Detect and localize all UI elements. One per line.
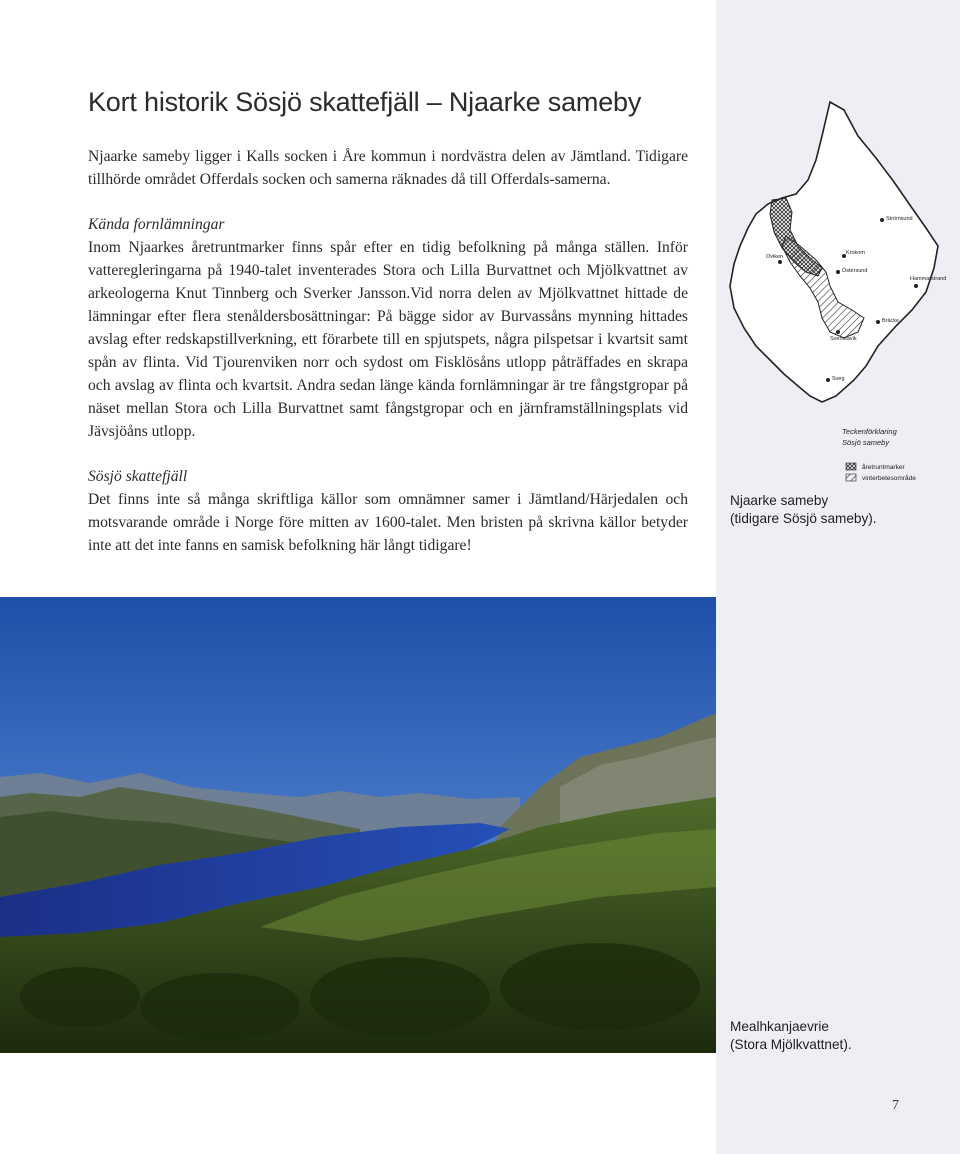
skattefjall-paragraph: Det finns inte så många skriftliga källor som omnämner samer i Jämtland/Härjedalen och motsvarande område i Norge före mitten av 1600-talet. Men bristen på skrivna källor betyder inte att det inte fanns en samisk befolkning här långt tidigare! [88, 491, 688, 554]
legend-subtitle: Sösjö sameby [842, 438, 890, 447]
sameby-map [726, 96, 956, 496]
map-caption-line2: (tidigare Sösjö sameby). [730, 511, 877, 526]
map-label-svenstavik: Svenstavik [830, 336, 857, 342]
section-heading-fornlamningar: Kända fornlämningar [88, 216, 225, 233]
county-outline [730, 102, 938, 402]
intro-paragraph: Njaarke sameby ligger i Kalls socken i Åre kommun i nordvästra delen av Jämtland. Tidigare tillhörde området Offerdals socken och samerna räknades då till Offerdals-samerna. [88, 148, 688, 188]
map-label-ostersund: Östersund [842, 268, 868, 274]
map-caption-line1: Njaarke sameby [730, 493, 829, 508]
body-text [88, 145, 688, 557]
map-label-oviken: Oviken [766, 254, 784, 260]
section-heading-skattefjall: Sösjö skattefjäll [88, 468, 188, 485]
page-title: Kort historik Sösjö skattefjäll – Njaarke sameby [88, 87, 642, 117]
map-label-sveg: Sveg [832, 376, 845, 382]
map-label-bracke: Bräcke [882, 318, 900, 324]
legend-title: Teckenförklaring [842, 427, 897, 436]
fornlamningar-paragraph: Inom Njaarkes åretruntmarker finns spår efter en tidig befolkning på många ställen. Inför vatteregleringarna på 1940-talet inventerades Stora och Lilla Burvattnet och Mjölkvattnet av arkeologerna Knut Tinnberg och Sverker Jansson.Vid norra delen av Mjölkvattnet hittade de lämningar efter flera stenåldersbosättningar: På bägge sidor av Burvassåns mynning hittades avslag efter redskapstillverkning, ett förarbete till en spjutspets, några pilspetsar i kvartsit samt spån av flinta. Vid Tjourenviken norr och sydost om Fisklösåns utlopp påträffades en skrapa och avslag av flinta och kvartsit. Andra sedan länge kända fornlämningar är tre fångstgropar på näset mellan Stora och Lilla Burvattnet samt fångstgropar och en järnframställningsplats vid Jävsjöåns utlopp. [88, 239, 688, 440]
map-label-stromsund: Strömsund [886, 216, 913, 222]
page-number: 7 [892, 1098, 899, 1113]
legend-item-winter: vinterbetesområde [862, 475, 916, 482]
landscape-photo [0, 597, 716, 1053]
legend-item-year-round: åretruntmarker [862, 464, 905, 471]
map-label-krokom: Krokom [846, 250, 865, 256]
photo-caption-line1: Mealhkanjaevrie [730, 1019, 829, 1034]
photo-caption-line2: (Stora Mjölkvattnet). [730, 1037, 852, 1052]
map-label-hammarstrand: Hammarstrand [910, 276, 947, 282]
map-caption [730, 492, 877, 528]
photo-caption [730, 1018, 852, 1054]
